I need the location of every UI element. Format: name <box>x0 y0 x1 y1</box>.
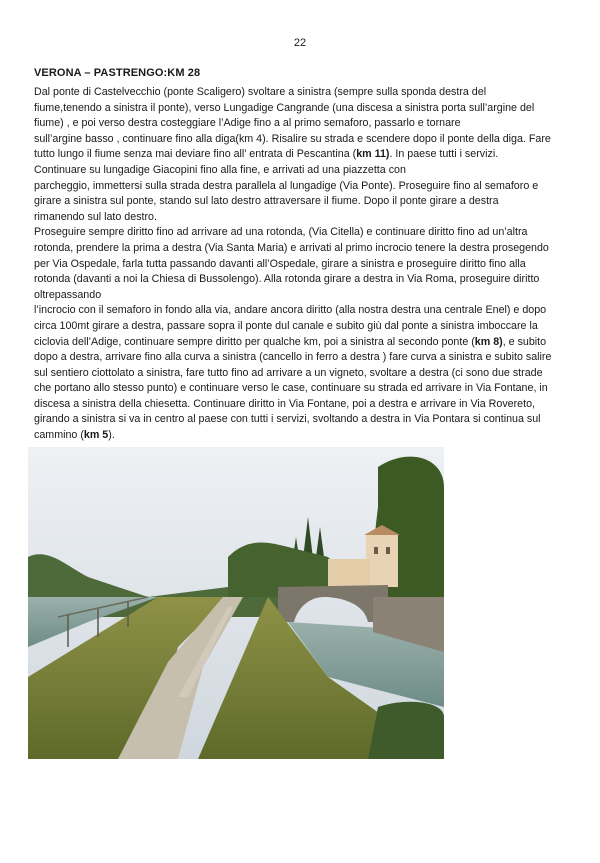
text-run: . In paese tutti i servizi. <box>389 148 499 161</box>
text-line <box>34 147 574 163</box>
text-run: oltrepassando <box>34 288 102 301</box>
text-run: cammino ( <box>34 429 84 442</box>
section-heading: VERONA – PASTRENGO:KM 28 <box>34 67 201 79</box>
text-line <box>34 210 574 226</box>
text-run: ). <box>108 429 115 442</box>
text-line <box>34 85 574 101</box>
text-run: tutto lungo il fiume senza mai deviare fino all’ entrata di Pescantina ( <box>34 148 357 161</box>
text-run: rotonda, prendere la prima a destra (Via Santa Maria) e arrivati al primo incrocio tenere la destra prosegendo <box>34 241 549 254</box>
text-run: Proseguire sempre diritto fino ad arrivare ad una rotonda, (Via Citella) e continuare diritto fino ad un’altra <box>34 226 528 239</box>
text-line <box>34 225 574 241</box>
text-run: girando a sinistra si va in centro al paese con tutti i servizi, svoltando a destra in Via Pontara si continua sul <box>34 413 541 426</box>
text-line <box>34 132 574 148</box>
text-run: , e subito <box>502 335 547 348</box>
text-line <box>34 412 574 428</box>
text-run: Continuare su lungadige Giacopini fino alla fine, e arrivati ad una piazzetta con <box>34 163 406 176</box>
text-line <box>34 272 574 288</box>
page-number: 22 <box>293 37 307 49</box>
text-line <box>34 101 574 117</box>
text-run: fiume) , e poi verso destra costeggiare l’Adige fino a al primo semaforo, passarlo e tornare <box>34 117 461 130</box>
text-run: fiume,tenendo a sinistra il ponte), verso Lungadige Cangrande (una discesa a sinistra porta sull’argine del <box>34 101 535 114</box>
text-run: dopo a destra, arrivare fino alla curva a sinistra (cancello in ferro a destra ) fare curva a sinistra e subito salire <box>34 351 552 364</box>
text-run: discesa a sinistra della chiesetta. Continuare diritto in Via Fontane, poi a destra e arrivare in Via Rovereto, <box>34 397 536 410</box>
text-run: ciclovia dell’Adige, continuare sempre diritto per qualche km, poi a sinistra al secondo ponte ( <box>34 335 475 348</box>
text-line <box>34 179 574 195</box>
distance-marker: km 11) <box>356 148 390 161</box>
text-run: circa 100mt girare a destra, passare sopra il ponte dul canale e subito giù dal ponte a sinistra imboccare la <box>34 319 538 332</box>
text-line <box>34 335 574 351</box>
text-line <box>34 319 574 335</box>
text-line <box>34 397 574 413</box>
text-line <box>34 257 574 273</box>
text-run: per Via Ospedale, farla tutta passando davanti all’Ospedale, girare a sinistra e proseguire diritto fino alla <box>34 257 526 270</box>
text-run: che portano allo stesso punto) e continuare verso le case, continuare su strada ed arrivare in Via Fontane, in <box>34 382 548 395</box>
text-run: sul sentiero ciottolato a sinistra, fare tutto fino ad arrivare a un vigneto, svoltare a destra (ci sono due strade <box>34 366 543 379</box>
text-line <box>34 288 574 304</box>
distance-marker: km 8) <box>474 335 503 348</box>
text-run: rimanendo sul lato destro. <box>34 210 157 223</box>
text-line <box>34 163 574 179</box>
text-line <box>34 194 574 210</box>
photo-river-path-bridge <box>28 447 444 759</box>
text-line <box>34 366 574 382</box>
text-line <box>34 428 574 444</box>
text-run: girare a sinistra sul ponte, stando sul lato destro attraversare il fiume. Dopo il ponte girare a destra <box>34 195 499 208</box>
text-run: parcheggio, immettersi sulla strada destra parallela al lungadige (Via Ponte). Proseguire fino al semaforo e <box>34 179 539 192</box>
text-line <box>34 303 574 319</box>
text-run: rotonda (davanti a noi la Chiesa di Bussolengo). Alla rotonda girare a destra in Via Roma, proseguire diritto <box>34 273 540 286</box>
text-line <box>34 241 574 257</box>
text-line <box>34 381 574 397</box>
text-line <box>34 350 574 366</box>
text-line <box>34 116 574 132</box>
text-run: Dal ponte di Castelvecchio (ponte Scaligero) svoltare a sinistra (sempre sulla sponda destra del <box>34 86 487 98</box>
text-run: l’incrocio con il semaforo in fondo alla via, andare ancora diritto (alla nostra destra una centrale Enel) e dopo <box>34 304 547 317</box>
text-run: sull’argine basso , continuare fino alla diga(km 4). Risalire su strada e scendere dopo il ponte della diga. Fare <box>34 132 551 145</box>
route-photo <box>28 447 444 759</box>
route-description <box>34 85 574 444</box>
distance-marker: km 5 <box>83 429 109 442</box>
